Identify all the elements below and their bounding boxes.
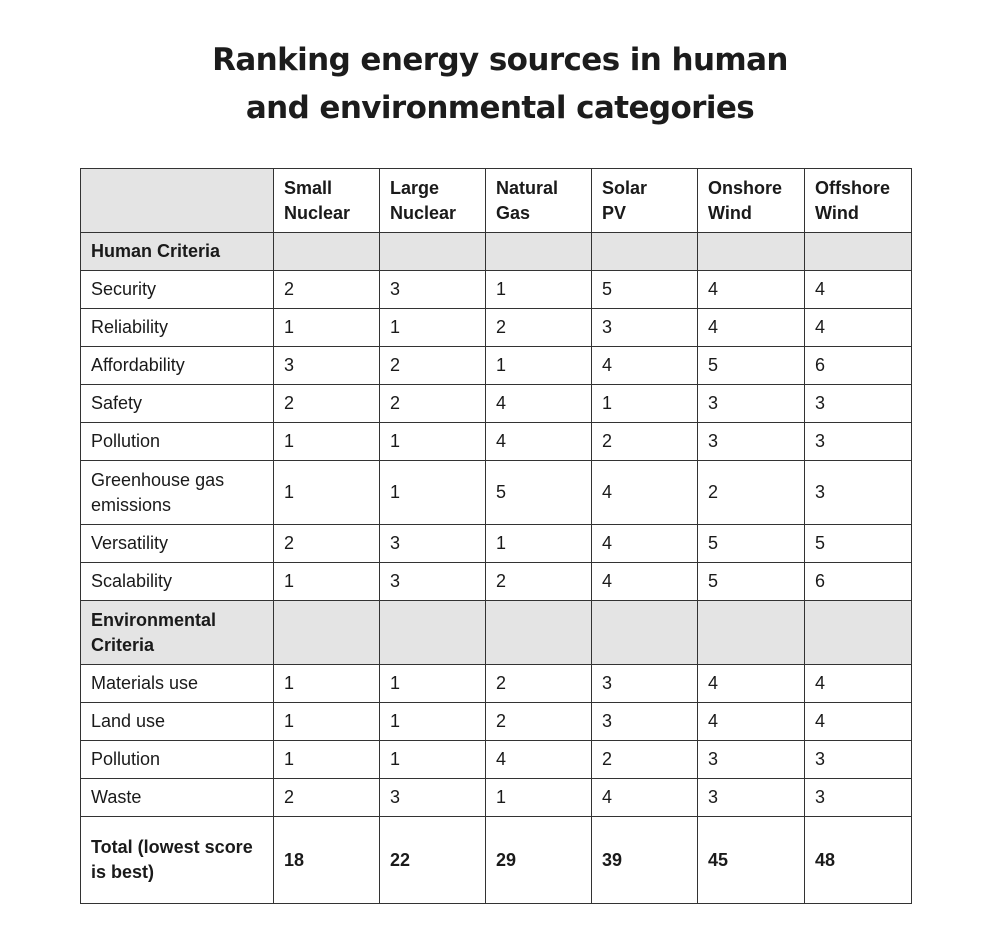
table-row-greenhouse-gas-emissions: [81, 461, 912, 525]
score-cell: 4: [592, 563, 698, 601]
row-label: Security: [81, 271, 274, 309]
score-cell: 3: [698, 741, 805, 779]
score-cell: 2: [486, 665, 592, 703]
section-filler-cell: [805, 233, 912, 271]
score-cell: 6: [805, 347, 912, 385]
table-row-safety: [81, 385, 912, 423]
score-cell: 5: [698, 347, 805, 385]
score-cell: 1: [486, 525, 592, 563]
column-header-solar-pv: [592, 169, 698, 233]
column-header-large-nuclear: [380, 169, 486, 233]
total-cell: 39: [592, 817, 698, 904]
score-cell: 2: [380, 347, 486, 385]
page-title-line-2: and environmental categories: [245, 90, 755, 126]
score-cell: 3: [592, 309, 698, 347]
score-cell: 4: [805, 703, 912, 741]
column-header-line: Offshore: [815, 177, 891, 198]
score-cell: 3: [380, 525, 486, 563]
page-title: [0, 36, 1000, 132]
score-cell: 4: [592, 779, 698, 817]
section-filler-cell: [805, 601, 912, 665]
score-cell: 1: [380, 461, 486, 525]
score-cell: 1: [274, 703, 380, 741]
score-cell: 3: [592, 665, 698, 703]
score-cell: 3: [380, 563, 486, 601]
score-cell: 4: [592, 347, 698, 385]
score-cell: 1: [592, 385, 698, 423]
score-cell: 3: [380, 271, 486, 309]
score-cell: 3: [274, 347, 380, 385]
score-cell: 3: [380, 779, 486, 817]
row-label: Land use: [81, 703, 274, 741]
section-label: Human Criteria: [81, 233, 274, 271]
score-cell: 3: [805, 385, 912, 423]
column-header-line: Nuclear: [390, 202, 457, 223]
score-cell: 4: [698, 665, 805, 703]
score-cell: 4: [486, 741, 592, 779]
score-cell: 5: [698, 525, 805, 563]
score-cell: 2: [486, 309, 592, 347]
section-filler-cell: [274, 233, 380, 271]
score-cell: 1: [380, 741, 486, 779]
row-label: Reliability: [81, 309, 274, 347]
column-header-line: Wind: [708, 202, 752, 223]
table-row-total: [81, 817, 912, 904]
table-row-materials-use: [81, 665, 912, 703]
energy-ranking-table: [80, 168, 912, 904]
score-cell: 1: [274, 665, 380, 703]
score-cell: 4: [698, 703, 805, 741]
column-header-natural-gas: [486, 169, 592, 233]
score-cell: 3: [698, 779, 805, 817]
score-cell: 1: [274, 309, 380, 347]
column-header-line: Natural: [496, 177, 559, 198]
score-cell: 1: [274, 563, 380, 601]
score-cell: 3: [805, 779, 912, 817]
score-cell: 1: [380, 423, 486, 461]
row-label: Affordability: [81, 347, 274, 385]
column-header-line: Solar: [602, 177, 648, 198]
section-header-human-criteria: [81, 233, 912, 271]
score-cell: 4: [805, 309, 912, 347]
page-title-line-1: Ranking energy sources in human: [212, 42, 788, 78]
total-label: Total (lowest score is best): [81, 817, 274, 904]
score-cell: 4: [486, 423, 592, 461]
section-filler-cell: [592, 233, 698, 271]
score-cell: 4: [805, 665, 912, 703]
score-cell: 2: [274, 525, 380, 563]
section-filler-cell: [592, 601, 698, 665]
score-cell: 1: [486, 347, 592, 385]
score-cell: 3: [805, 741, 912, 779]
score-cell: 3: [805, 423, 912, 461]
section-label: Environmental Criteria: [81, 601, 274, 665]
row-label: Safety: [81, 385, 274, 423]
score-cell: 4: [592, 525, 698, 563]
column-header-line: Wind: [815, 202, 859, 223]
score-cell: 3: [698, 423, 805, 461]
score-cell: 5: [698, 563, 805, 601]
section-filler-cell: [486, 601, 592, 665]
total-cell: 18: [274, 817, 380, 904]
column-header-line: PV: [602, 202, 627, 223]
score-cell: 2: [486, 703, 592, 741]
score-cell: 2: [274, 271, 380, 309]
score-cell: 1: [486, 779, 592, 817]
table-row-land-use: [81, 703, 912, 741]
score-cell: 1: [274, 461, 380, 525]
section-filler-cell: [698, 601, 805, 665]
column-header-onshore-wind: [698, 169, 805, 233]
score-cell: 4: [805, 271, 912, 309]
table-row-affordability: [81, 347, 912, 385]
score-cell: 4: [486, 385, 592, 423]
score-cell: 1: [380, 665, 486, 703]
score-cell: 2: [380, 385, 486, 423]
column-header-line: Nuclear: [284, 202, 351, 223]
score-cell: 6: [805, 563, 912, 601]
score-cell: 1: [274, 423, 380, 461]
total-cell: 22: [380, 817, 486, 904]
score-cell: 1: [380, 703, 486, 741]
table-row-versatility: [81, 525, 912, 563]
column-header-line: Gas: [496, 202, 531, 223]
score-cell: 2: [274, 385, 380, 423]
table-row-pollution-human: [81, 423, 912, 461]
table-header-row: [81, 169, 912, 233]
row-label: Scalability: [81, 563, 274, 601]
score-cell: 1: [380, 309, 486, 347]
table-row-reliability: [81, 309, 912, 347]
table-row-scalability: [81, 563, 912, 601]
row-label: Pollution: [81, 741, 274, 779]
section-filler-cell: [274, 601, 380, 665]
row-label: Versatility: [81, 525, 274, 563]
column-header-line: Small: [284, 177, 333, 198]
section-filler-cell: [486, 233, 592, 271]
table-row-pollution-environmental: [81, 741, 912, 779]
row-label: Materials use: [81, 665, 274, 703]
score-cell: 1: [486, 271, 592, 309]
column-header-offshore-wind: [805, 169, 912, 233]
score-cell: 4: [698, 309, 805, 347]
total-cell: 29: [486, 817, 592, 904]
section-filler-cell: [698, 233, 805, 271]
score-cell: 1: [274, 741, 380, 779]
score-cell: 4: [592, 461, 698, 525]
section-filler-cell: [380, 601, 486, 665]
total-cell: 45: [698, 817, 805, 904]
column-header-line: Onshore: [708, 177, 783, 198]
score-cell: 2: [274, 779, 380, 817]
score-cell: 2: [486, 563, 592, 601]
column-header-small-nuclear: [274, 169, 380, 233]
score-cell: 5: [486, 461, 592, 525]
score-cell: 5: [592, 271, 698, 309]
column-header-line: Large: [390, 177, 440, 198]
header-corner-cell: [81, 169, 274, 233]
row-label: Pollution: [81, 423, 274, 461]
total-cell: 48: [805, 817, 912, 904]
score-cell: 3: [698, 385, 805, 423]
table-row-security: [81, 271, 912, 309]
score-cell: 2: [698, 461, 805, 525]
score-cell: 3: [592, 703, 698, 741]
score-cell: 4: [698, 271, 805, 309]
score-cell: 5: [805, 525, 912, 563]
section-filler-cell: [380, 233, 486, 271]
table-row-waste: [81, 779, 912, 817]
score-cell: 3: [805, 461, 912, 525]
score-cell: 2: [592, 423, 698, 461]
section-header-environmental-criteria: [81, 601, 912, 665]
score-cell: 2: [592, 741, 698, 779]
row-label: Greenhouse gas emissions: [81, 461, 274, 525]
row-label: Waste: [81, 779, 274, 817]
